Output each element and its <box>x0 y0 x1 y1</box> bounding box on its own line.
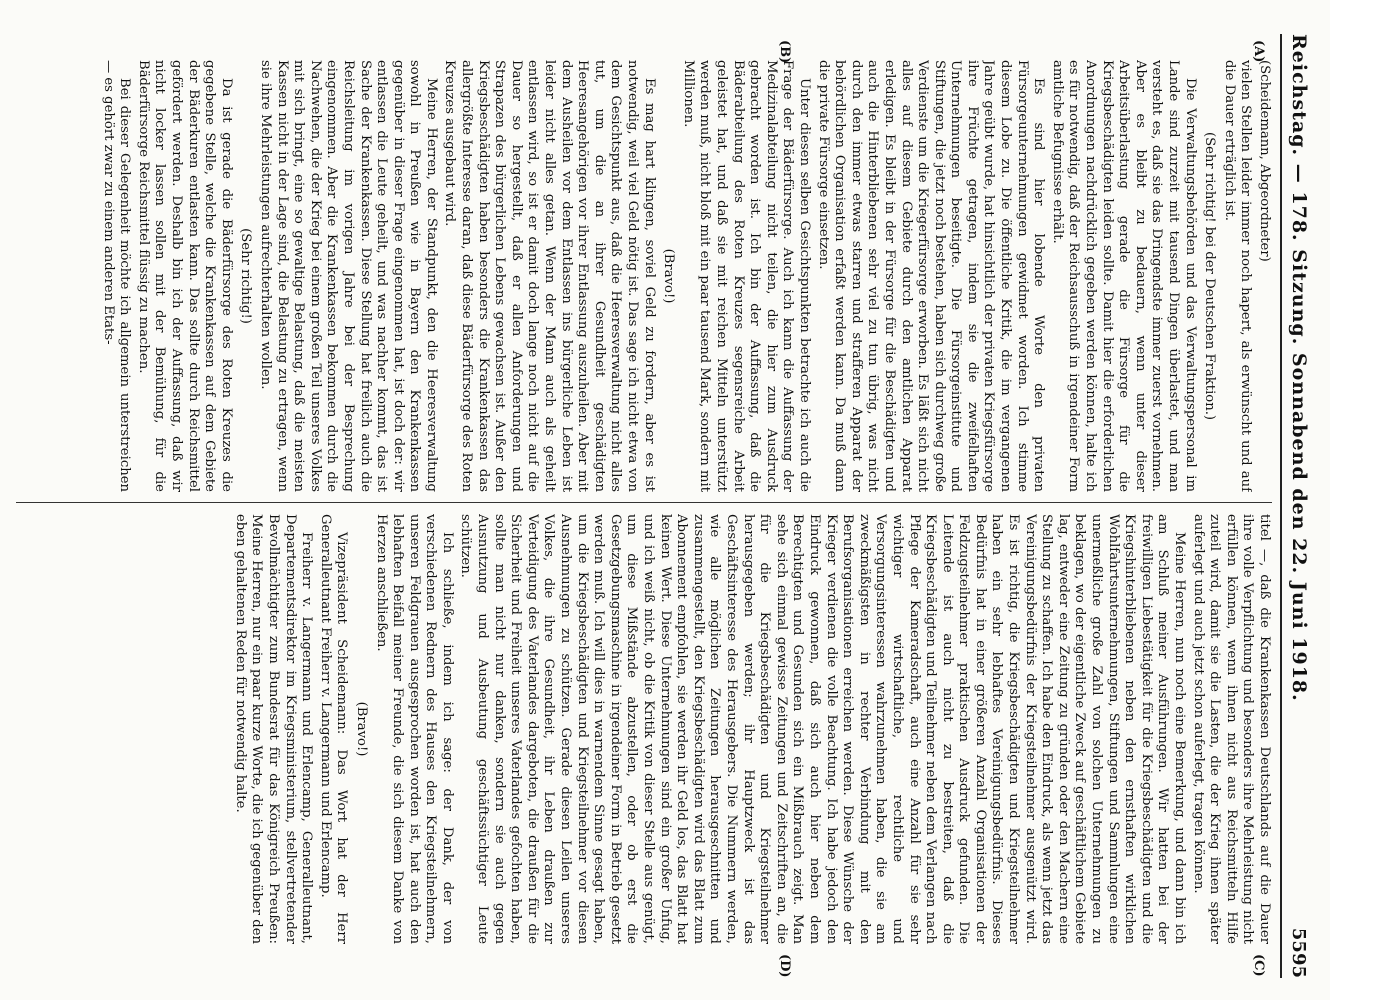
paragraph: vielen Stellen leider immer noch hapert, als erwünscht und auf die Dauer erträglich ist. <box>1221 60 1254 492</box>
paragraph: Ich schließe, indem ich sage: der Dank, der von verschiedenen Rednern des Hauses den Kriegsteilnehmern, unseren Feldgrauen ausgesprochen worden ist, hat auch den lebhaften Beifall meiner Freunde, die sich diesem Danke von Herzen anschließen. <box>373 514 455 944</box>
paragraph: Unter diesen selben Gesichtspunkten betrachte ich auch die Frage der Bäderfürsorge. Auch ich kann die Auffassung der Medizinalabteilung nicht teilen, die hier zum Ausdruck gebracht worden ist. Ich bin der Auffassung, daß die Bäderabteilung des Roten Kreuzes segensreiche Arbeit geleistet hat, und daß sie mit reichen Mitteln unterstützt werden muß, nicht bloß mit ein paar tausend Mark, sondern mit Millionen. <box>680 60 812 492</box>
margin-marker-a: (A) <box>1251 40 1266 63</box>
speaker-attribution: (Scheidemann, Abgeordneter) <box>1257 60 1272 262</box>
interjection: (Bravo!) <box>353 701 369 757</box>
paragraph: Meine Herren, nun noch eine Bemerkung, und dann bin ich am Schluß meiner Ausführungen. Wir hatten bei der freiwilligen Liebestätigkeit für die Kriegsbeschädigten und die Kriegshinterbliebenen neben den ernsthaften wirklichen Wohlfahrtsunternehmungen, Stiftungen und Sammlungen eine unermeßliche große Zahl von solchen Unternehmungen zu beklagen, wo der eigentliche Zweck auf geschäftlichem Gebiete lag, entweder eine Zeitung zu gründen oder den Machern eine Stellung zu schaffen. Ich habe den Eindruck, als wenn jetzt das Vereinigungsbedürfnis der Kriegsteilnehmer ausgenützt wird. Es ist richtig, die Kriegsbeschädigten und Kriegsteilnehmer haben ein sehr lebhaftes Vereinigungsbedürfnis. Dieses Bedürfnis hat in einer größeren Anzahl Organisationen der Feldzugsteilnehmer praktischen Ausdruck gefunden. Die Leitende ist auch nicht zu bestreiten, daß die Kriegsbeschädigten und Teilnehmer neben dem Verlangen nach Pflege der Kameradschaft, auch eine Anzahl für sie sehr wichtiger wirtschaftliche, rechtliche und Versorgungsinteressen wahrzunehmen haben, die sie am zweckmäßigsten in rechter Verbindung mit den Berufsorganisationen erreichen werden. Diese Wünsche der Krieger verdienen die volle Beachtung. Ich habe jedoch den Eindruck gewonnen, daß sich auch hier neben dem Berechtigten und Gesunden sich ein Mißbrauch zeigt. Man sehe sich einmal gewisse Zeitungen und Zeitschriften an, die für die Kriegsbeschädigten und Kriegsteilnehmer herausgegeben werden; ihr Hauptzweck ist das Geschäftsinteresse des Herausgebers. Die Nummern werden, wie alle möglichen Zeitungen herausgeschnitten und zusammengestellt, den Kriegsbeschädigten wird das Blatt zum Abonnement empfohlen, sie werden ihr Geld los, das Blatt hat keinen Wert. Diese Unternehmungen sind ein großer Unfug, und ich weiß nicht, ob die Kritik von dieser Stelle aus genügt, um diese Mißstände abzustellen, oder ob erst die Gesetzgebungsmaschine in irgendeiner Form in Betrieb gesetzt werden muß. Ich will dies in warnendem Sinne gesagt haben, um die Kriegsbeschädigten und Kriegsteilnehmer vor diesen Ausnehmungen zu schützen. Gerade diesen Leilen unseres Volkes, die ihre Gesundheit, ihr Leben draußen zur Verteidigung des Vaterlandes dargeboten, die draußen für die Sicherheit und Freiheit unseres Vaterlandes gefochten haben, sollte man nicht nur danken, sondern sie auch gegen Ausnutzung und Ausbeutung geschäftssüchtiger Leute schützen. <box>458 514 1188 944</box>
paragraph: Es sind hier lobende Worte den privaten Fürsorgeunternehmungen gewidmet worden. Ich stimme diesem Lobe zu. Die öffentliche Kritik, die im vergangenen Jahre geübt wurde, hat hinsichtlich der privaten Kriegsfürsorge ihre Früchte getragen, indem sie die zweifelhaften Unternehmungen beseitigte. Die Fürsorgeinstitute und Stiftungen, die jetzt noch bestehen, haben sich durchweg große Verdienste um die Kriegerfürsorge erworben. Es läßt sich nicht alles auf diesem Gebiete durch den amtlichen Apparat erledigen. Es bleibt in der Fürsorge für die Beschädigten und auch die Hinterbliebenen sehr viel zu tun übrig, was nicht durch den immer etwas starren und strafferen Apparat der behördlichen Organisation erfaßt werden kann. Da muß dann die private Fürsorge einsetzen. <box>815 60 1047 492</box>
paragraph: Da ist gerade die Bäderfürsorge des Roten Kreuzes die gegebene Stelle, welche die Krankenkassen auf dem Gebiete der Bäderkuren entlasten kann. Das sollte durch Reichsmittel gefördert werden. Deshalb bin ich der Auffassung, daß wir nicht locker lassen sollen mit der Bemühung, für die Bäderfürsorge Reichsmittel flüssig zu machen. <box>135 60 234 492</box>
left-column <box>14 60 1272 492</box>
page-header-title: Reichstag. — 178. Sitzung. Sonnabend den 22. Juni 1918. <box>1288 34 1310 702</box>
margin-marker-b: (B) <box>777 40 792 64</box>
column-divider <box>16 502 1272 503</box>
paragraph: Vizepräsident Scheidemann: Das Wort hat der Herr Generalleutnant Freiherr v. Langermann und Erlencamp. <box>317 514 350 944</box>
right-column <box>14 514 1272 944</box>
paragraph: Meine Herren, der Standpunkt, den die Heeresverwaltung sowohl in Preußen wie in Bayern den Krankenkassen gegenüber in dieser Frage eingenommen hat, ist doch der: wir entlassen die Leute geheilt, und was nachher kommt, das ist Sache der Krankenkassen. Diese Stellung hat freilich auch die Reichsleitung im vorigen Jahre bei der Besprechung eingenommen. Aber die Krankenkassen bekommen durch die Nachwehen, die der Krieg bei einem großen Teil unseres Volkes mit sich bringt, eine so gewaltige Belastung, daß die meisten Kassen nicht in der Lage sind, die Belastung zu ertragen, wenn sie ihre Mehrleistungen aufrechterhalten wollen. <box>257 60 439 492</box>
margin-marker-c: (C) <box>1251 954 1266 977</box>
interjection: (Sehr richtig!) <box>238 228 254 324</box>
margin-marker-d: (D) <box>777 954 792 978</box>
page-number: 5595 <box>1288 927 1310 978</box>
interjection: (Sehr richtig! bei der Deutschen Fraktion.) <box>1202 131 1218 421</box>
paragraph: titel —, daß die Krankenkassen Deutschlands auf die Dauer ihre volle Verpflichtung und besonders ihre Mehrleistung nicht erfüllen können, wenn ihnen nicht aus Reichsmitteln Hilfe zuteil wird, damit sie die Lasten, die der Krieg ihnen später auferlegt und auch jetzt schon auferlegt, tragen können. <box>1190 514 1272 944</box>
interjection: (Bravo!) <box>661 248 677 304</box>
paragraph: Bei dieser Gelegenheit möchte ich allgemein unterstreichen — es gehört zwar zu einem anderen Etats- <box>100 60 133 492</box>
paragraph: Die Verwaltungsbehörden und das Verwaltungspersonal im Lande sind zurzeit mit tausend Dingen überlastet, und man versteht es, daß sie das Dringendste immer zuerst vornehmen. Aber es bleibt zu bedauern, wenn unter dieser Arbeitsüberlastung gerade die Fürsorge für die Kriegsbeschädigten leiden sollte. Damit hier die erforderlichen Anordnungen nachdrücklich gegeben werden können, halte ich es für notwendig, daß der Reichsausschuß in irgendeiner Form amtliche Befugnisse erhält. <box>1049 60 1198 492</box>
paragraph: Freiherr v. Langermann und Erlencamp, Generalleutnant, Departementsdirektor im Kriegsministerium, stellvertretender Bevollmächtigter zum Bundesrat für das Königreich Preußen: Meine Herren, nur ein paar kurze Worte, die ich gegenüber den eben gehaltenen Reden für notwendig halte. <box>232 514 315 944</box>
paragraph: Es mag hart klingen, soviel Geld zu fordern, aber es ist notwendig, weil viel Geld nötig ist. Das sage ich nicht etwa von dem Gesichtspunkt aus, daß die Heeresverwaltung nicht alles tut, um die an ihrer Gesundheit geschädigten Heeresangehörigen vor ihrer Entlassung auszuheilen. Aber mit dem Ausheilen vor dem Entlassen ins bürgerliche Leben ist leider nicht alles getan. Wenn der Mann auch als geheilt entlassen wird, so ist er damit doch lange noch nicht auf die Dauer so hergestellt, daß er allen Anforderungen und Strapazen des bürgerlichen Lebens gewachsen ist. Außer den Kriegsbeschädigten haben besonders die Krankenkassen das allergrößte Interesse daran, daß diese Bäderfürsorge des Roten Kreuzes ausgebaut wird. <box>442 60 657 492</box>
page-header <box>1280 34 1316 978</box>
